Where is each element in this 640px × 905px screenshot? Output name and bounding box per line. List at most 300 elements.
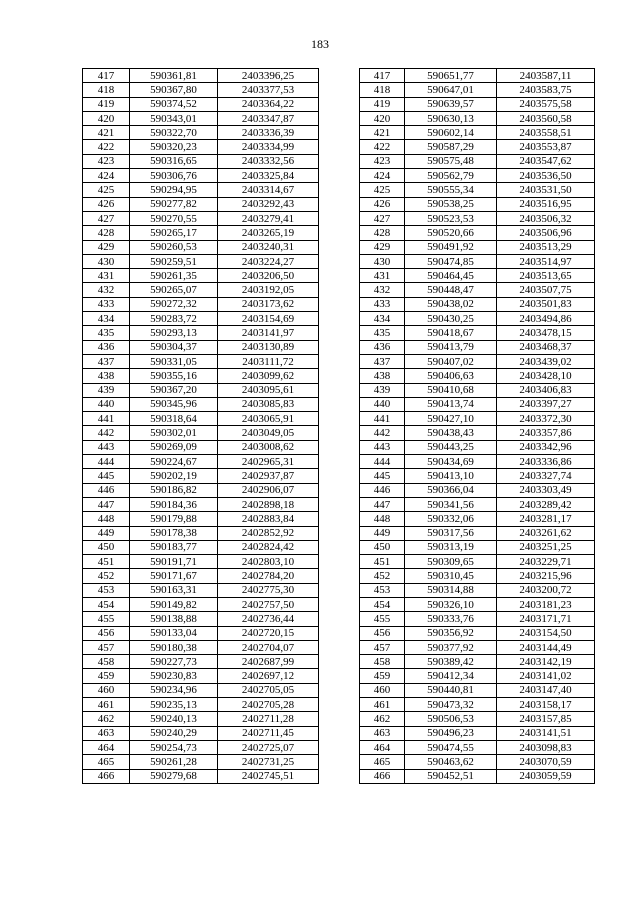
left-y-coordinate-cell: 2403111,72: [218, 354, 319, 368]
right-y-coordinate-cell: 2403536,50: [497, 169, 595, 183]
column-gap: [319, 240, 360, 254]
right-point-number-cell: 442: [360, 426, 405, 440]
left-point-number-cell: 433: [83, 297, 130, 311]
table-row: [83, 440, 595, 454]
right-y-coordinate-cell: 2403181,23: [497, 597, 595, 611]
left-x-coordinate-cell: 590374,52: [130, 97, 218, 111]
column-gap: [319, 455, 360, 469]
right-point-number-cell: 419: [360, 97, 405, 111]
left-y-coordinate-cell: 2402906,07: [218, 483, 319, 497]
left-point-number-cell: 441: [83, 412, 130, 426]
left-y-coordinate-cell: 2403265,19: [218, 226, 319, 240]
right-point-number-cell: 437: [360, 354, 405, 368]
left-x-coordinate-cell: 590343,01: [130, 111, 218, 125]
table-row: [83, 269, 595, 283]
left-point-number-cell: 420: [83, 111, 130, 125]
right-x-coordinate-cell: 590366,04: [405, 483, 497, 497]
left-point-number-cell: 432: [83, 283, 130, 297]
table-row: [83, 383, 595, 397]
left-y-coordinate-cell: 2403240,31: [218, 240, 319, 254]
right-point-number-cell: 457: [360, 640, 405, 654]
column-gap: [319, 197, 360, 211]
right-point-number-cell: 446: [360, 483, 405, 497]
right-x-coordinate-cell: 590314,88: [405, 583, 497, 597]
column-gap: [319, 669, 360, 683]
left-point-number-cell: 446: [83, 483, 130, 497]
right-y-coordinate-cell: 2403575,58: [497, 97, 595, 111]
left-x-coordinate-cell: 590304,37: [130, 340, 218, 354]
column-gap: [319, 769, 360, 783]
right-x-coordinate-cell: 590555,34: [405, 183, 497, 197]
right-point-number-cell: 445: [360, 469, 405, 483]
right-point-number-cell: 427: [360, 211, 405, 225]
column-gap: [319, 169, 360, 183]
left-point-number-cell: 434: [83, 312, 130, 326]
table-row: [83, 555, 595, 569]
right-y-coordinate-cell: 2403070,59: [497, 755, 595, 769]
right-point-number-cell: 417: [360, 69, 405, 83]
left-y-coordinate-cell: 2402711,45: [218, 726, 319, 740]
right-x-coordinate-cell: 590523,53: [405, 211, 497, 225]
left-point-number-cell: 425: [83, 183, 130, 197]
table-row: [83, 569, 595, 583]
left-x-coordinate-cell: 590269,09: [130, 440, 218, 454]
right-x-coordinate-cell: 590602,14: [405, 126, 497, 140]
left-point-number-cell: 464: [83, 740, 130, 754]
column-gap: [319, 254, 360, 268]
left-point-number-cell: 444: [83, 455, 130, 469]
column-gap: [319, 569, 360, 583]
left-point-number-cell: 440: [83, 397, 130, 411]
left-point-number-cell: 443: [83, 440, 130, 454]
right-point-number-cell: 422: [360, 140, 405, 154]
right-x-coordinate-cell: 590413,74: [405, 397, 497, 411]
right-y-coordinate-cell: 2403587,11: [497, 69, 595, 83]
right-x-coordinate-cell: 590407,02: [405, 354, 497, 368]
right-x-coordinate-cell: 590473,32: [405, 698, 497, 712]
right-point-number-cell: 436: [360, 340, 405, 354]
right-x-coordinate-cell: 590377,92: [405, 640, 497, 654]
table-row: [83, 655, 595, 669]
left-point-number-cell: 466: [83, 769, 130, 783]
right-point-number-cell: 429: [360, 240, 405, 254]
left-x-coordinate-cell: 590227,73: [130, 655, 218, 669]
table-row: [83, 612, 595, 626]
right-y-coordinate-cell: 2403147,40: [497, 683, 595, 697]
right-y-coordinate-cell: 2403372,30: [497, 412, 595, 426]
right-x-coordinate-cell: 590440,81: [405, 683, 497, 697]
left-x-coordinate-cell: 590180,38: [130, 640, 218, 654]
right-x-coordinate-cell: 590430,25: [405, 312, 497, 326]
right-x-coordinate-cell: 590587,29: [405, 140, 497, 154]
coordinates-table: [82, 68, 595, 784]
right-y-coordinate-cell: 2403141,02: [497, 669, 595, 683]
right-point-number-cell: 418: [360, 83, 405, 97]
table-row: [83, 169, 595, 183]
table-row: [83, 297, 595, 311]
right-x-coordinate-cell: 590474,85: [405, 254, 497, 268]
left-y-coordinate-cell: 2402824,42: [218, 540, 319, 554]
left-x-coordinate-cell: 590322,70: [130, 126, 218, 140]
left-y-coordinate-cell: 2402965,31: [218, 455, 319, 469]
right-x-coordinate-cell: 590310,45: [405, 569, 497, 583]
coordinates-table-container: [82, 68, 594, 784]
table-row: [83, 140, 595, 154]
right-x-coordinate-cell: 590496,23: [405, 726, 497, 740]
right-point-number-cell: 435: [360, 326, 405, 340]
left-point-number-cell: 455: [83, 612, 130, 626]
left-point-number-cell: 431: [83, 269, 130, 283]
right-x-coordinate-cell: 590341,56: [405, 497, 497, 511]
left-y-coordinate-cell: 2402704,07: [218, 640, 319, 654]
table-row: [83, 740, 595, 754]
right-x-coordinate-cell: 590448,47: [405, 283, 497, 297]
right-x-coordinate-cell: 590413,10: [405, 469, 497, 483]
column-gap: [319, 755, 360, 769]
right-y-coordinate-cell: 2403342,96: [497, 440, 595, 454]
right-y-coordinate-cell: 2403144,49: [497, 640, 595, 654]
coordinates-table-body: [83, 69, 595, 784]
left-x-coordinate-cell: 590272,32: [130, 297, 218, 311]
right-point-number-cell: 444: [360, 455, 405, 469]
left-point-number-cell: 427: [83, 211, 130, 225]
right-point-number-cell: 450: [360, 540, 405, 554]
right-x-coordinate-cell: 590406,63: [405, 369, 497, 383]
column-gap: [319, 612, 360, 626]
table-row: [83, 211, 595, 225]
left-y-coordinate-cell: 2403099,62: [218, 369, 319, 383]
right-x-coordinate-cell: 590333,76: [405, 612, 497, 626]
right-point-number-cell: 461: [360, 698, 405, 712]
right-y-coordinate-cell: 2403200,72: [497, 583, 595, 597]
left-point-number-cell: 457: [83, 640, 130, 654]
page-number: 183: [311, 37, 329, 51]
table-row: [83, 469, 595, 483]
right-y-coordinate-cell: 2403513,65: [497, 269, 595, 283]
table-row: [83, 283, 595, 297]
right-x-coordinate-cell: 590326,10: [405, 597, 497, 611]
left-y-coordinate-cell: 2402937,87: [218, 469, 319, 483]
left-x-coordinate-cell: 590254,73: [130, 740, 218, 754]
right-point-number-cell: 432: [360, 283, 405, 297]
table-row: [83, 455, 595, 469]
right-y-coordinate-cell: 2403439,02: [497, 354, 595, 368]
right-y-coordinate-cell: 2403357,86: [497, 426, 595, 440]
right-y-coordinate-cell: 2403501,83: [497, 297, 595, 311]
right-y-coordinate-cell: 2403336,86: [497, 455, 595, 469]
left-point-number-cell: 442: [83, 426, 130, 440]
column-gap: [319, 340, 360, 354]
left-point-number-cell: 447: [83, 497, 130, 511]
right-x-coordinate-cell: 590647,01: [405, 83, 497, 97]
left-x-coordinate-cell: 590320,23: [130, 140, 218, 154]
left-point-number-cell: 422: [83, 140, 130, 154]
left-x-coordinate-cell: 590171,67: [130, 569, 218, 583]
left-y-coordinate-cell: 2402697,12: [218, 669, 319, 683]
left-point-number-cell: 465: [83, 755, 130, 769]
left-x-coordinate-cell: 590265,17: [130, 226, 218, 240]
left-y-coordinate-cell: 2402757,50: [218, 597, 319, 611]
left-point-number-cell: 452: [83, 569, 130, 583]
table-row: [83, 340, 595, 354]
left-point-number-cell: 445: [83, 469, 130, 483]
left-point-number-cell: 461: [83, 698, 130, 712]
left-x-coordinate-cell: 590240,13: [130, 712, 218, 726]
table-row: [83, 583, 595, 597]
column-gap: [319, 597, 360, 611]
left-x-coordinate-cell: 590184,36: [130, 497, 218, 511]
left-point-number-cell: 453: [83, 583, 130, 597]
left-x-coordinate-cell: 590316,65: [130, 154, 218, 168]
right-y-coordinate-cell: 2403251,25: [497, 540, 595, 554]
left-y-coordinate-cell: 2403192,05: [218, 283, 319, 297]
column-gap: [319, 97, 360, 111]
right-point-number-cell: 420: [360, 111, 405, 125]
table-row: [83, 369, 595, 383]
right-y-coordinate-cell: 2403303,49: [497, 483, 595, 497]
column-gap: [319, 526, 360, 540]
right-point-number-cell: 428: [360, 226, 405, 240]
left-point-number-cell: 419: [83, 97, 130, 111]
right-x-coordinate-cell: 590639,57: [405, 97, 497, 111]
left-y-coordinate-cell: 2403206,50: [218, 269, 319, 283]
left-point-number-cell: 424: [83, 169, 130, 183]
left-x-coordinate-cell: 590133,04: [130, 626, 218, 640]
column-gap: [319, 369, 360, 383]
table-row: [83, 726, 595, 740]
left-y-coordinate-cell: 2402687,99: [218, 655, 319, 669]
table-row: [83, 240, 595, 254]
right-point-number-cell: 424: [360, 169, 405, 183]
left-y-coordinate-cell: 2403173,62: [218, 297, 319, 311]
right-y-coordinate-cell: 2403059,59: [497, 769, 595, 783]
table-row: [83, 426, 595, 440]
table-row: [83, 412, 595, 426]
left-point-number-cell: 430: [83, 254, 130, 268]
left-y-coordinate-cell: 2403364,22: [218, 97, 319, 111]
left-y-coordinate-cell: 2402731,25: [218, 755, 319, 769]
right-y-coordinate-cell: 2403281,17: [497, 512, 595, 526]
right-point-number-cell: 466: [360, 769, 405, 783]
left-x-coordinate-cell: 590138,88: [130, 612, 218, 626]
right-y-coordinate-cell: 2403428,10: [497, 369, 595, 383]
right-x-coordinate-cell: 590651,77: [405, 69, 497, 83]
left-x-coordinate-cell: 590178,38: [130, 526, 218, 540]
right-x-coordinate-cell: 590418,67: [405, 326, 497, 340]
left-y-coordinate-cell: 2403130,89: [218, 340, 319, 354]
table-row: [83, 698, 595, 712]
table-row: [83, 312, 595, 326]
right-x-coordinate-cell: 590562,79: [405, 169, 497, 183]
left-x-coordinate-cell: 590261,35: [130, 269, 218, 283]
left-y-coordinate-cell: 2402852,92: [218, 526, 319, 540]
right-y-coordinate-cell: 2403142,19: [497, 655, 595, 669]
left-point-number-cell: 449: [83, 526, 130, 540]
left-x-coordinate-cell: 590191,71: [130, 555, 218, 569]
column-gap: [319, 469, 360, 483]
right-point-number-cell: 455: [360, 612, 405, 626]
right-point-number-cell: 459: [360, 669, 405, 683]
left-point-number-cell: 454: [83, 597, 130, 611]
right-x-coordinate-cell: 590410,68: [405, 383, 497, 397]
left-point-number-cell: 435: [83, 326, 130, 340]
right-y-coordinate-cell: 2403507,75: [497, 283, 595, 297]
right-y-coordinate-cell: 2403478,15: [497, 326, 595, 340]
left-x-coordinate-cell: 590163,31: [130, 583, 218, 597]
table-row: [83, 97, 595, 111]
right-point-number-cell: 431: [360, 269, 405, 283]
left-x-coordinate-cell: 590302,01: [130, 426, 218, 440]
right-point-number-cell: 458: [360, 655, 405, 669]
column-gap: [319, 283, 360, 297]
left-y-coordinate-cell: 2403279,41: [218, 211, 319, 225]
right-point-number-cell: 426: [360, 197, 405, 211]
right-x-coordinate-cell: 590443,25: [405, 440, 497, 454]
right-x-coordinate-cell: 590356,92: [405, 626, 497, 640]
left-y-coordinate-cell: 2403049,05: [218, 426, 319, 440]
right-point-number-cell: 440: [360, 397, 405, 411]
left-point-number-cell: 451: [83, 555, 130, 569]
left-y-coordinate-cell: 2402736,44: [218, 612, 319, 626]
right-x-coordinate-cell: 590317,56: [405, 526, 497, 540]
right-point-number-cell: 425: [360, 183, 405, 197]
left-point-number-cell: 423: [83, 154, 130, 168]
left-x-coordinate-cell: 590265,07: [130, 283, 218, 297]
left-y-coordinate-cell: 2402720,15: [218, 626, 319, 640]
right-point-number-cell: 452: [360, 569, 405, 583]
left-x-coordinate-cell: 590277,82: [130, 197, 218, 211]
column-gap: [319, 497, 360, 511]
left-y-coordinate-cell: 2402883,84: [218, 512, 319, 526]
table-row: [83, 755, 595, 769]
left-point-number-cell: 458: [83, 655, 130, 669]
column-gap: [319, 698, 360, 712]
right-point-number-cell: 443: [360, 440, 405, 454]
right-x-coordinate-cell: 590463,62: [405, 755, 497, 769]
left-point-number-cell: 439: [83, 383, 130, 397]
left-x-coordinate-cell: 590230,83: [130, 669, 218, 683]
right-y-coordinate-cell: 2403157,85: [497, 712, 595, 726]
table-row: [83, 83, 595, 97]
right-y-coordinate-cell: 2403406,83: [497, 383, 595, 397]
column-gap: [319, 483, 360, 497]
right-x-coordinate-cell: 590389,42: [405, 655, 497, 669]
left-x-coordinate-cell: 590149,82: [130, 597, 218, 611]
left-x-coordinate-cell: 590224,67: [130, 455, 218, 469]
left-point-number-cell: 438: [83, 369, 130, 383]
right-y-coordinate-cell: 2403531,50: [497, 183, 595, 197]
right-point-number-cell: 441: [360, 412, 405, 426]
right-y-coordinate-cell: 2403289,42: [497, 497, 595, 511]
right-point-number-cell: 451: [360, 555, 405, 569]
table-row: [83, 626, 595, 640]
table-row: [83, 354, 595, 368]
left-x-coordinate-cell: 590283,72: [130, 312, 218, 326]
left-y-coordinate-cell: 2403334,99: [218, 140, 319, 154]
column-gap: [319, 140, 360, 154]
right-point-number-cell: 462: [360, 712, 405, 726]
left-y-coordinate-cell: 2402705,28: [218, 698, 319, 712]
left-point-number-cell: 463: [83, 726, 130, 740]
left-point-number-cell: 459: [83, 669, 130, 683]
table-row: [83, 712, 595, 726]
right-x-coordinate-cell: 590452,51: [405, 769, 497, 783]
table-row: [83, 254, 595, 268]
right-x-coordinate-cell: 590313,19: [405, 540, 497, 554]
left-y-coordinate-cell: 2403085,83: [218, 397, 319, 411]
column-gap: [319, 397, 360, 411]
right-point-number-cell: 448: [360, 512, 405, 526]
column-gap: [319, 312, 360, 326]
left-x-coordinate-cell: 590183,77: [130, 540, 218, 554]
table-row: [83, 111, 595, 125]
table-row: [83, 683, 595, 697]
table-row: [83, 69, 595, 83]
table-row: [83, 497, 595, 511]
column-gap: [319, 111, 360, 125]
left-x-coordinate-cell: 590279,68: [130, 769, 218, 783]
right-point-number-cell: 434: [360, 312, 405, 326]
right-y-coordinate-cell: 2403261,62: [497, 526, 595, 540]
right-point-number-cell: 439: [360, 383, 405, 397]
left-x-coordinate-cell: 590235,13: [130, 698, 218, 712]
column-gap: [319, 383, 360, 397]
table-row: [83, 483, 595, 497]
column-gap: [319, 512, 360, 526]
left-x-coordinate-cell: 590179,88: [130, 512, 218, 526]
table-row: [83, 154, 595, 168]
column-gap: [319, 683, 360, 697]
right-x-coordinate-cell: 590412,34: [405, 669, 497, 683]
right-point-number-cell: 454: [360, 597, 405, 611]
left-point-number-cell: 437: [83, 354, 130, 368]
column-gap: [319, 712, 360, 726]
column-gap: [319, 726, 360, 740]
left-x-coordinate-cell: 590294,95: [130, 183, 218, 197]
left-y-coordinate-cell: 2402898,18: [218, 497, 319, 511]
column-gap: [319, 297, 360, 311]
right-point-number-cell: 433: [360, 297, 405, 311]
left-point-number-cell: 429: [83, 240, 130, 254]
right-y-coordinate-cell: 2403514,97: [497, 254, 595, 268]
right-y-coordinate-cell: 2403154,50: [497, 626, 595, 640]
right-y-coordinate-cell: 2403215,96: [497, 569, 595, 583]
table-row: [83, 669, 595, 683]
left-y-coordinate-cell: 2402725,07: [218, 740, 319, 754]
left-y-coordinate-cell: 2403095,61: [218, 383, 319, 397]
left-y-coordinate-cell: 2403065,91: [218, 412, 319, 426]
table-row: [83, 526, 595, 540]
left-y-coordinate-cell: 2403336,39: [218, 126, 319, 140]
left-x-coordinate-cell: 590293,13: [130, 326, 218, 340]
right-point-number-cell: 464: [360, 740, 405, 754]
column-gap: [319, 740, 360, 754]
left-point-number-cell: 418: [83, 83, 130, 97]
right-point-number-cell: 421: [360, 126, 405, 140]
column-gap: [319, 211, 360, 225]
column-gap: [319, 626, 360, 640]
table-row: [83, 397, 595, 411]
table-row: [83, 540, 595, 554]
left-y-coordinate-cell: 2403292,43: [218, 197, 319, 211]
right-y-coordinate-cell: 2403171,71: [497, 612, 595, 626]
right-x-coordinate-cell: 590438,43: [405, 426, 497, 440]
left-point-number-cell: 460: [83, 683, 130, 697]
column-gap: [319, 555, 360, 569]
right-x-coordinate-cell: 590491,92: [405, 240, 497, 254]
column-gap: [319, 69, 360, 83]
right-y-coordinate-cell: 2403583,75: [497, 83, 595, 97]
